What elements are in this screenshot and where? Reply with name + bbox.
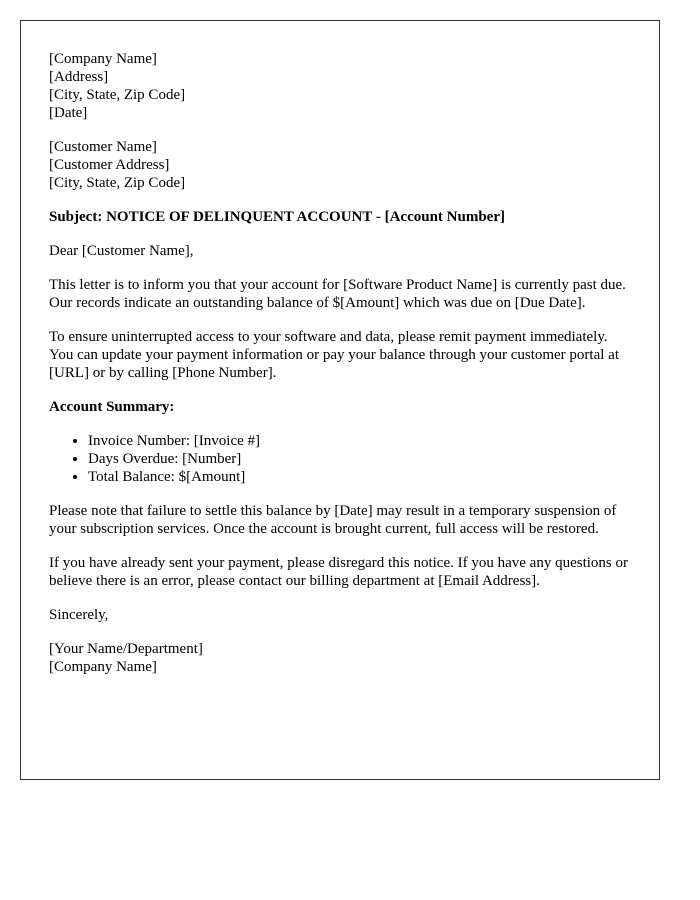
recipient-city: [City, State, Zip Code] (49, 175, 186, 191)
signature-company: [Company Name] (49, 659, 157, 675)
signoff: Sincerely, (49, 607, 109, 623)
summary-item-invoice: • Invoice Number: [Invoice #] (88, 432, 631, 450)
sender-address-block (49, 50, 631, 122)
signature-name: [Your Name/Department] (49, 641, 203, 657)
salutation: Dear [Customer Name], (49, 243, 194, 259)
recipient-address-block (49, 138, 631, 192)
signature-block (49, 640, 631, 676)
letter-page (20, 20, 660, 780)
sender-address: [Address] (49, 69, 109, 85)
body-paragraph-overdue: This letter is to inform you that your account for [Software Product Name] is currently past due. Our records indicate an outstanding balance of $[Amount] which was due on [Due Date]. (49, 277, 626, 311)
sender-company: [Company Name] (49, 51, 157, 67)
account-summary-heading: Account Summary: (49, 399, 175, 415)
sender-city: [City, State, Zip Code] (49, 87, 186, 103)
letter-date: [Date] (49, 105, 88, 121)
recipient-name: [Customer Name] (49, 139, 157, 155)
body-paragraph-payment: To ensure uninterrupted access to your software and data, please remit payment immediately. You can update your payment information or pay your balance through your customer portal at [URL] or by calling [Phone Number]. (49, 329, 619, 381)
body-paragraph-suspension: Please note that failure to settle this balance by [Date] may result in a temporary suspension of your subscription services. Once the account is brought current, full access will be restored. (49, 503, 617, 537)
account-summary-list (49, 432, 631, 486)
summary-item-days-overdue: • Days Overdue: [Number] (88, 450, 631, 468)
body-paragraph-disregard: If you have already sent your payment, please disregard this notice. If you have any questions or believe there is an error, please contact our billing department at [Email Address]. (49, 555, 628, 589)
subject-line: Subject: NOTICE OF DELINQUENT ACCOUNT - [Account Number] (49, 209, 505, 225)
summary-item-total-balance: • Total Balance: $[Amount] (88, 468, 631, 486)
recipient-address: [Customer Address] (49, 157, 170, 173)
